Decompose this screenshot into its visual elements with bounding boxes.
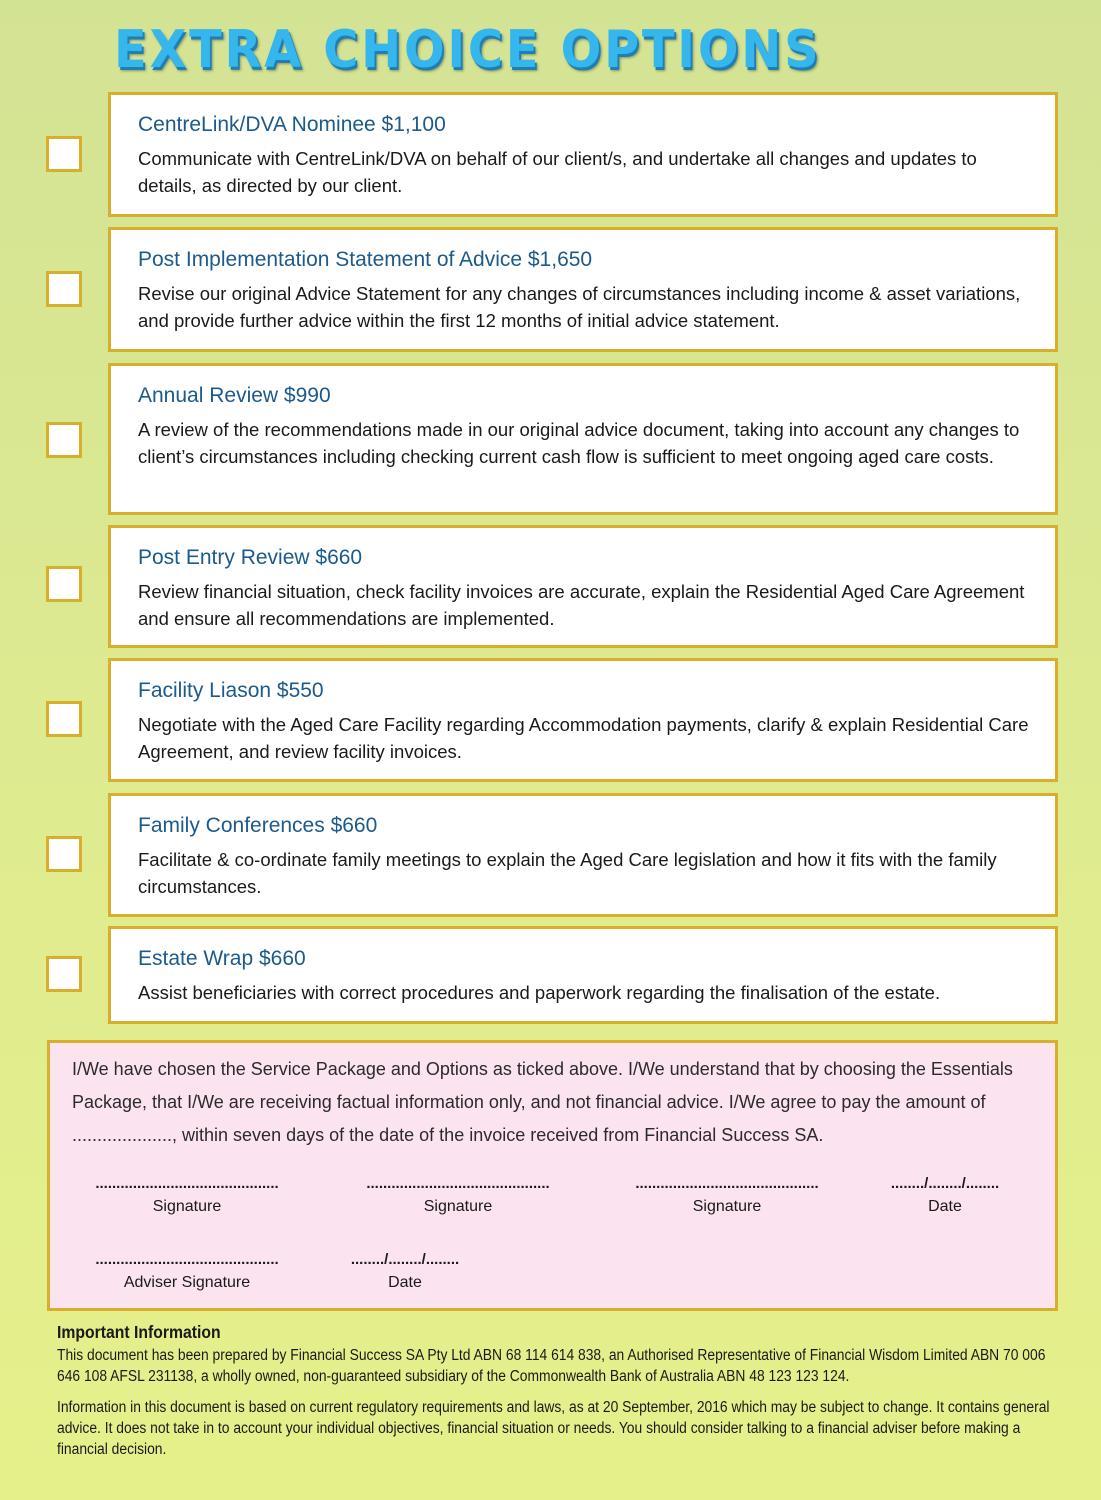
signature-field-3[interactable]: [612, 1175, 842, 1216]
date-field-1[interactable]: [880, 1175, 1010, 1216]
option-card-post-entry-review: [108, 525, 1058, 648]
option-checkbox-facility-liason[interactable]: [46, 701, 82, 737]
adviser-signature-field[interactable]: [72, 1251, 302, 1292]
page-title: EXTRA CHOICE OPTIONS: [114, 20, 822, 80]
signature-label: Signature: [152, 1198, 222, 1215]
important-information: [57, 1322, 1057, 1460]
option-card-family-conferences: [108, 793, 1058, 917]
option-description: Negotiate with the Aged Care Facility regarding Accommodation payments, clarify & explain Residential Care Agreement, and review facility invoices.: [138, 714, 1029, 762]
option-heading: Facility Liason $550: [138, 679, 324, 702]
option-checkbox-family-conferences[interactable]: [46, 836, 82, 872]
option-heading: Post Implementation Statement of Advice $1,650: [138, 248, 593, 271]
option-description: Revise our original Advice Statement for any changes of circumstances including income & asset variations, and provide further advice within the first 12 months of initial advice statement.: [138, 283, 1021, 331]
important-paragraph-1: This document has been prepared by Financial Success SA Pty Ltd ABN 68 114 614 838, an Authorised Representative of Financial Wisdom Limited ABN 70 006 646 108 AFSL 231138, a wholly owned, non-guaranteed subsidiary of the Commonwealth Bank of Australia ABN 48 123 123 124.: [57, 1347, 1046, 1385]
option-checkbox-centrelink[interactable]: [46, 136, 82, 172]
option-card-centrelink: [108, 92, 1058, 217]
signature-line: ............................................: [95, 1175, 279, 1192]
option-description: Assist beneficiaries with correct procedures and paperwork regarding the finalisation of the estate.: [138, 982, 941, 1003]
option-heading: Post Entry Review $660: [138, 546, 363, 569]
agreement-text: I/We have chosen the Service Package and Options as ticked above. I/We understand that by choosing the Essentials Package, that I/We are receiving factual information only, and not financial advice. I/We agree to pay the amount of ...................., within seven days of the date of the invoice received from Financial Success SA.: [72, 1059, 1013, 1145]
option-checkbox-post-entry-review[interactable]: [46, 566, 82, 602]
date-field-2[interactable]: [340, 1251, 470, 1292]
option-heading: Annual Review $990: [138, 384, 331, 407]
option-checkbox-estate-wrap[interactable]: [46, 956, 82, 992]
important-heading: Important Information: [57, 1322, 221, 1342]
option-card-annual-review: [108, 363, 1058, 515]
option-description: Facilitate & co-ordinate family meetings to explain the Aged Care legislation and how it fits with the family circumstances.: [138, 849, 997, 897]
option-heading: CentreLink/DVA Nominee $1,100: [138, 113, 446, 136]
option-description: Review financial situation, check facility invoices are accurate, explain the Residential Aged Care Agreement and ensure all recommendations are implemented.: [138, 581, 1025, 629]
signature-line: ............................................: [95, 1251, 279, 1268]
option-heading: Family Conferences $660: [138, 814, 378, 837]
option-description: A review of the recommendations made in our original advice document, taking into account any changes to client’s circumstances including checking current cash flow is sufficient to meet ongoing aged care costs.: [138, 419, 1020, 467]
signature-field-2[interactable]: [343, 1175, 573, 1216]
important-paragraph-2: Information in this document is based on current regulatory requirements and laws, as at 20 September, 2016 which may be subject to change. It contains general advice. It does not take in to account your individual objectives, financial situation or needs. You should consider talking to a financial adviser before making a financial decision.: [57, 1399, 1050, 1458]
agreement-box: [47, 1040, 1058, 1311]
signature-field-1[interactable]: [72, 1175, 302, 1216]
signature-label: Signature: [692, 1198, 762, 1215]
date-line: ......../......../........: [350, 1251, 460, 1268]
signature-line: ............................................: [366, 1175, 550, 1192]
date-line: ......../......../........: [890, 1175, 1000, 1192]
date-label: Date: [928, 1198, 962, 1215]
option-card-estate-wrap: [108, 926, 1058, 1024]
date-label: Date: [388, 1274, 422, 1291]
adviser-signature-label: Adviser Signature: [123, 1274, 251, 1291]
option-card-post-implementation: [108, 227, 1058, 352]
option-heading: Estate Wrap $660: [138, 947, 306, 970]
signature-label: Signature: [423, 1198, 493, 1215]
option-card-facility-liason: [108, 658, 1058, 782]
signature-line: ............................................: [635, 1175, 819, 1192]
option-checkbox-annual-review[interactable]: [46, 422, 82, 458]
option-checkbox-post-implementation[interactable]: [46, 271, 82, 307]
option-description: Communicate with CentreLink/DVA on behalf of our client/s, and undertake all changes and updates to details, as directed by our client.: [138, 148, 977, 196]
